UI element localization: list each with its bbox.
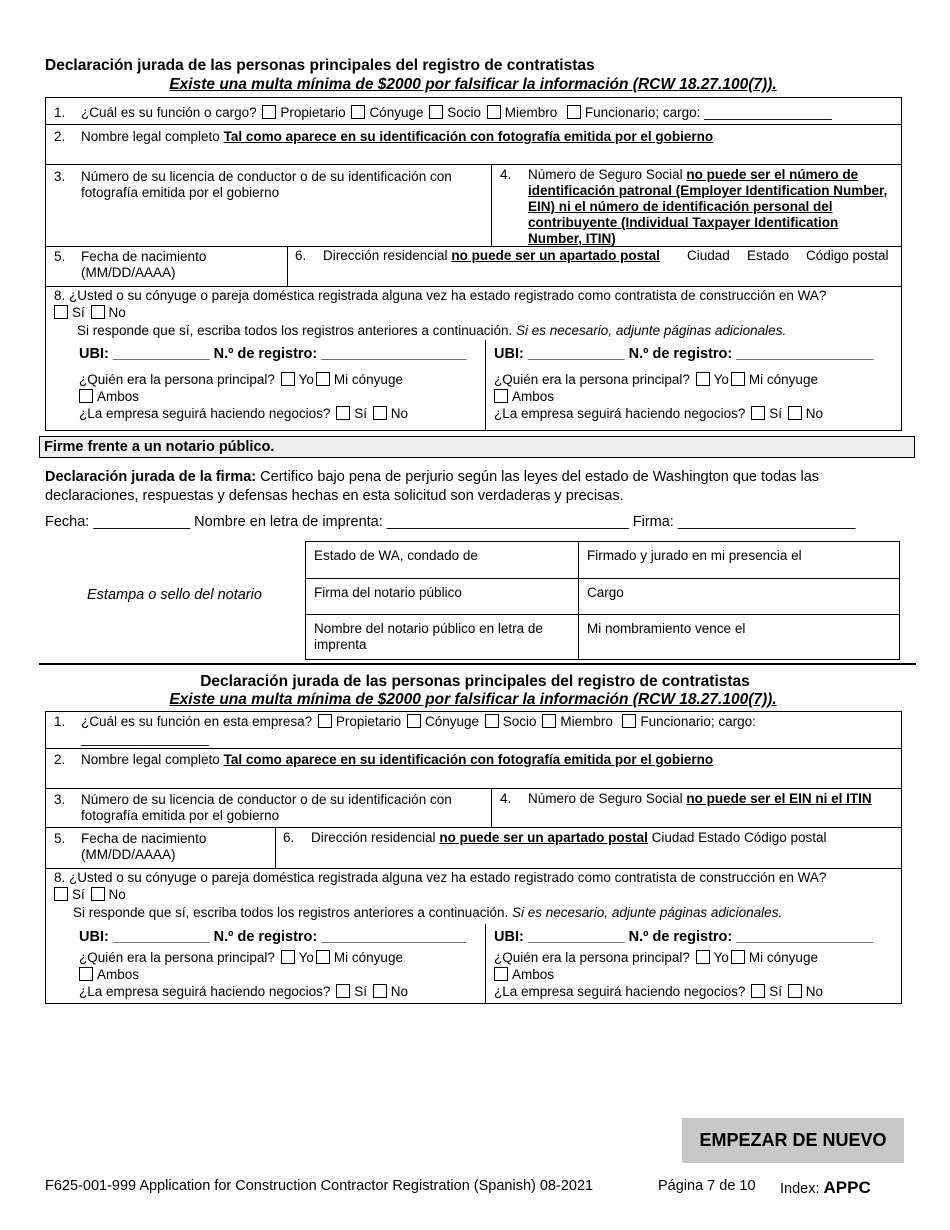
principal-both-left: Ambos: [79, 967, 139, 983]
section1-title: Declaración jurada de las personas principales del registro de contratistas: [45, 57, 595, 74]
notary-commission-cell[interactable]: Mi nombramiento vence el: [579, 615, 900, 660]
notary-instruction-bar: Firme frente a un notario público.: [39, 436, 915, 458]
dob-label: Fecha de nacimiento (MM/DD/AAAA): [81, 831, 207, 862]
notary-signature-cell[interactable]: Firma del notario público: [306, 579, 579, 615]
principal-question-right: ¿Quién era la persona principal? Yo Mi cónyuge: [494, 950, 818, 965]
q5-number: 5.: [54, 831, 66, 846]
footer-index: Index: APPC: [780, 1178, 871, 1197]
checkbox-partner[interactable]: [485, 714, 499, 728]
checkbox-no[interactable]: [91, 305, 105, 319]
checkbox-business-yes[interactable]: [751, 406, 765, 420]
q3-number: 3.: [54, 169, 66, 184]
checkbox-my-spouse[interactable]: [731, 950, 745, 964]
ubi-field-left[interactable]: UBI: ____________ N.º de registro: __________________: [79, 929, 467, 945]
address-label: Dirección residencial no puede ser un apartado postal Ciudad Estado Código postal: [311, 830, 827, 845]
dob-label: Fecha de nacimiento (MM/DD/AAAA): [81, 249, 207, 280]
officer-title-line[interactable]: _________________: [81, 731, 209, 746]
notary-position-cell[interactable]: Cargo: [579, 579, 900, 615]
checkbox-both[interactable]: [79, 967, 93, 981]
section-divider: [39, 663, 916, 665]
footer-form-id: F625-001-999 Application for Construction Contractor Registration (Spanish) 08-2021: [45, 1178, 594, 1194]
zip-label: Código postal: [806, 248, 889, 263]
signature-declaration: Declaración jurada de la firma: Certifico bajo pena de perjurio según las leyes del estado de Washington que todas las declaraciones, respuestas y defensas hechas en esta solicitud son verdaderas y precisas.: [45, 469, 820, 504]
business-question-left: ¿La empresa seguirá haciendo negocios? Sí No: [79, 984, 408, 999]
checkbox-me[interactable]: [696, 372, 710, 386]
checkbox-member[interactable]: [487, 105, 501, 119]
q5-number: 5.: [54, 249, 66, 264]
prior-registration-answer: Sí No: [54, 887, 126, 903]
prior-registration-answer: Sí No: [54, 305, 126, 321]
checkbox-both[interactable]: [494, 967, 508, 981]
prior-registration-instructions: Si responde que sí, escriba todos los registros anteriores a continuación. Si es necesario, adjunte páginas adicionales.: [73, 905, 783, 920]
checkbox-business-yes[interactable]: [751, 984, 765, 998]
legal-name-label: Nombre legal completo Tal como aparece en su identificación con fotografía emitida por el gobierno: [81, 129, 714, 144]
checkbox-officer[interactable]: [622, 714, 636, 728]
print-name-field[interactable]: Nombre en letra de imprenta: ______________________________: [194, 514, 629, 530]
address-label: Dirección residencial no puede ser un apartado postal: [323, 248, 660, 263]
checkbox-both[interactable]: [494, 389, 508, 403]
checkbox-business-yes[interactable]: [336, 406, 350, 420]
checkbox-business-no[interactable]: [373, 406, 387, 420]
principal-both-right: Ambos: [494, 967, 554, 983]
checkbox-my-spouse[interactable]: [316, 950, 330, 964]
checkbox-my-spouse[interactable]: [731, 372, 745, 386]
q4-number: 4.: [500, 167, 512, 182]
business-question-right: ¿La empresa seguirá haciendo negocios? Sí No: [494, 984, 823, 999]
start-over-button[interactable]: EMPEZAR DE NUEVO: [682, 1118, 904, 1163]
checkbox-yes[interactable]: [54, 305, 68, 319]
section2-title: Declaración jurada de las personas principales del registro de contratistas: [200, 673, 750, 690]
q4-number: 4.: [500, 791, 512, 806]
license-input[interactable]: [46, 202, 490, 245]
ubi-field-left[interactable]: UBI: ____________ N.º de registro: __________________: [79, 346, 467, 362]
q6-number: 6.: [295, 248, 307, 263]
section1-subtitle: Existe una multa mínima de $2000 por falsificar la información (RCW 18.27.100(7)).: [169, 76, 777, 93]
checkbox-yes[interactable]: [54, 887, 68, 901]
q3-number: 3.: [54, 792, 66, 807]
business-question-left: ¿La empresa seguirá haciendo negocios? Sí No: [79, 406, 408, 421]
signature-line[interactable]: [45, 514, 855, 530]
checkbox-business-no[interactable]: [788, 406, 802, 420]
prior-registration-instructions: Si responde que sí, escriba todos los registros anteriores a continuación. Si es necesario, adjunte páginas adicionales.: [77, 323, 787, 338]
footer-page-number: Página 7 de 10: [658, 1178, 756, 1194]
checkbox-business-no[interactable]: [373, 984, 387, 998]
checkbox-no[interactable]: [91, 887, 105, 901]
city-label: Ciudad: [687, 248, 730, 263]
q2-number: 2.: [54, 129, 66, 144]
ssn-label: Número de Seguro Social no puede ser el EIN ni el ITIN: [528, 791, 872, 806]
checkbox-me[interactable]: [696, 950, 710, 964]
checkbox-officer[interactable]: [567, 105, 581, 119]
checkbox-me[interactable]: [281, 950, 295, 964]
legal-name-input[interactable]: [46, 769, 901, 787]
q6-number: 6.: [283, 830, 295, 845]
ubi-field-right[interactable]: UBI: ____________ N.º de registro: _________________: [494, 346, 874, 362]
ssn-label: Número de Seguro Social no puede ser el número de identificación patronal (Employer Identification Number, EIN) ni el número de identificación personal del contribuyente (Individual Taxpayer Identification Number, ITIN): [528, 167, 888, 246]
principal-question-left: ¿Quién era la persona principal? Yo Mi cónyuge: [79, 950, 403, 965]
legal-name-input[interactable]: [46, 145, 901, 163]
date-field[interactable]: Fecha: ____________: [45, 514, 191, 530]
notary-sworn-cell[interactable]: Firmado y jurado en mi presencia el: [579, 542, 900, 579]
principal-both-right: Ambos: [494, 389, 554, 405]
q2-number: 2.: [54, 752, 66, 767]
checkbox-my-spouse[interactable]: [316, 372, 330, 386]
role-question: ¿Cuál es su función en esta empresa? Propietario Cónyuge Socio Miembro Funcionario; cargo:: [81, 714, 756, 729]
checkbox-spouse[interactable]: [351, 105, 365, 119]
section2-subtitle: Existe una multa mínima de $2000 por falsificar la información (RCW 18.27.100(7)).: [169, 691, 777, 708]
state-label: Estado: [747, 248, 790, 263]
checkbox-owner[interactable]: [318, 714, 332, 728]
q1-number: 1.: [54, 714, 66, 729]
signature-field[interactable]: Firma: ______________________: [632, 514, 856, 530]
checkbox-business-no[interactable]: [788, 984, 802, 998]
notary-name-cell[interactable]: Nombre del notario público en letra de imprenta: [306, 615, 579, 660]
checkbox-member[interactable]: [542, 714, 556, 728]
checkbox-owner[interactable]: [262, 105, 276, 119]
role-question: ¿Cuál es su función o cargo? Propietario Cónyuge Socio Miembro Funcionario; cargo: _________________: [81, 105, 832, 120]
ubi-field-right[interactable]: UBI: ____________ N.º de registro: _________________: [494, 929, 874, 945]
notary-stamp-area: Estampa o sello del notario: [87, 587, 262, 603]
legal-name-label: Nombre legal completo Tal como aparece en su identificación con fotografía emitida por el gobierno: [81, 752, 714, 767]
checkbox-business-yes[interactable]: [336, 984, 350, 998]
prior-registration-question: 8. ¿Usted o su cónyuge o pareja doméstica registrada alguna vez ha estado registrado como contratista de construcción en WA?: [54, 870, 827, 885]
notary-table: [305, 541, 900, 660]
checkbox-me[interactable]: [281, 372, 295, 386]
license-label: Número de su licencia de conductor o de su identificación con fotografía emitida por el gobierno: [81, 792, 452, 823]
principal-question-left: ¿Quién era la persona principal? Yo Mi cónyuge: [79, 372, 403, 387]
business-question-right: ¿La empresa seguirá haciendo negocios? Sí No: [494, 406, 823, 421]
license-label: Número de su licencia de conductor o de su identificación con fotografía emitida por el gobierno: [81, 169, 452, 200]
prior-registration-question: 8. ¿Usted o su cónyuge o pareja doméstica registrada alguna vez ha estado registrado como contratista de construcción en WA?: [54, 288, 827, 303]
principal-both-left: Ambos: [79, 389, 139, 405]
q1-number: 1.: [54, 105, 66, 120]
checkbox-partner[interactable]: [429, 105, 443, 119]
checkbox-both[interactable]: [79, 389, 93, 403]
checkbox-spouse[interactable]: [407, 714, 421, 728]
principal-question-right: ¿Quién era la persona principal? Yo Mi cónyuge: [494, 372, 818, 387]
notary-county-cell[interactable]: Estado de WA, condado de: [306, 542, 579, 579]
